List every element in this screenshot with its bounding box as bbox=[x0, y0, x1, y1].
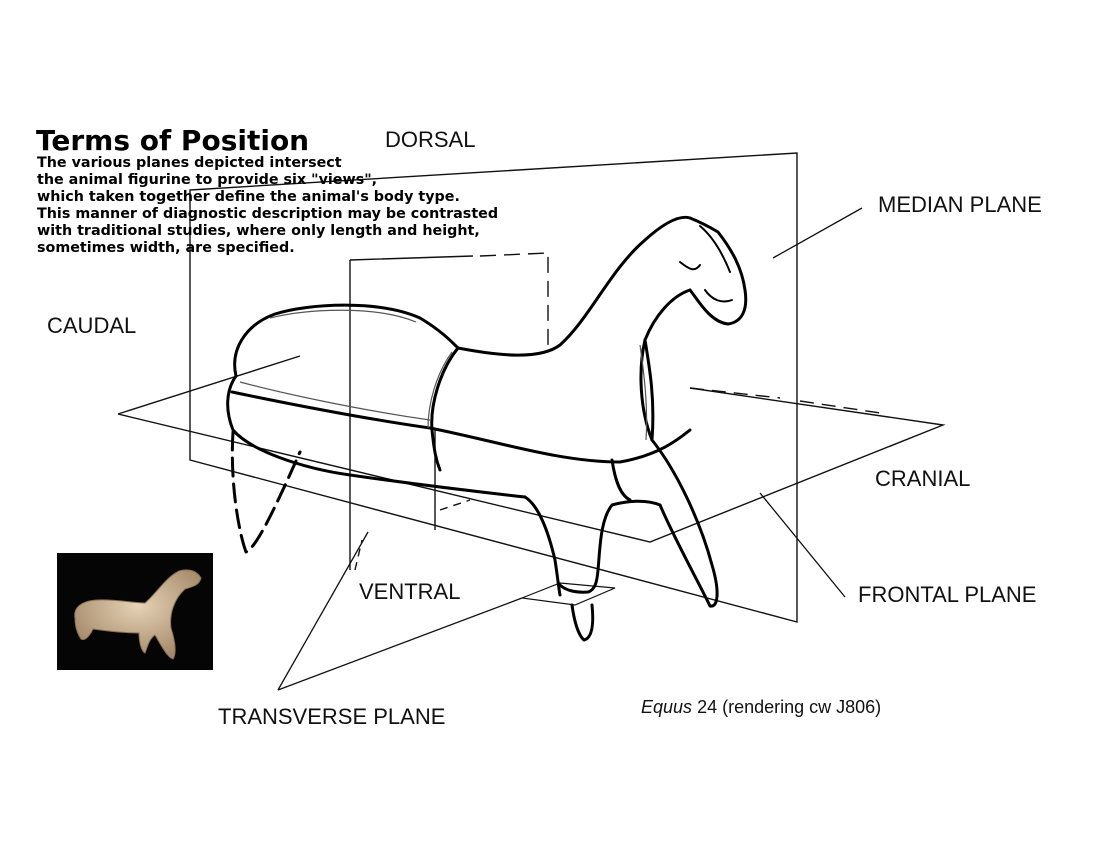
frontal-plane bbox=[118, 356, 943, 542]
description-line: the animal figurine to provide six "views", bbox=[37, 172, 378, 188]
description-line: This manner of diagnostic description may be contrasted bbox=[37, 206, 499, 222]
description-line: sometimes width, are specified. bbox=[37, 240, 295, 256]
caption-genus: Equus bbox=[641, 697, 693, 717]
leader-lines bbox=[278, 208, 862, 690]
label-ventral: VENTRAL bbox=[359, 579, 461, 604]
label-dorsal: DORSAL bbox=[385, 127, 476, 152]
caption-text: 24 (rendering cw J806) bbox=[697, 697, 882, 717]
caption bbox=[641, 697, 881, 718]
label-transverse-plane: TRANSVERSE PLANE bbox=[218, 704, 446, 729]
label-median-plane: MEDIAN PLANE bbox=[878, 192, 1042, 217]
page-title: Terms of Position bbox=[36, 124, 310, 157]
description bbox=[37, 155, 498, 257]
label-caudal: CAUDAL bbox=[47, 313, 137, 338]
description-line: The various planes depicted intersect bbox=[37, 155, 342, 171]
figurine-photo bbox=[57, 553, 213, 670]
label-frontal-plane: FRONTAL PLANE bbox=[858, 582, 1037, 607]
label-cranial: CRANIAL bbox=[875, 466, 971, 491]
description-line: which taken together define the animal's body type. bbox=[37, 189, 460, 205]
description-line: with traditional studies, where only length and height, bbox=[37, 223, 480, 239]
horse-figurine-outline bbox=[228, 217, 746, 640]
figurine-photo-image bbox=[57, 553, 213, 670]
leg-section-marker bbox=[522, 583, 615, 605]
